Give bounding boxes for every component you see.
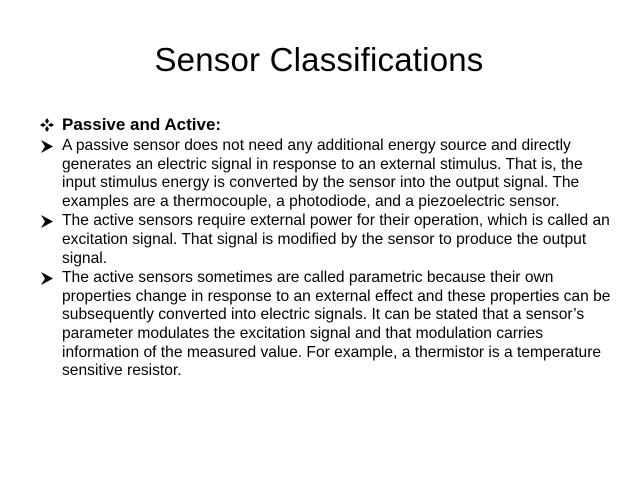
slide-content xyxy=(40,114,615,382)
bullet-text: The active sensors require external power for their operation, which is called an excitation signal. That signal is modified by the sensor to produce the output signal. xyxy=(62,212,610,267)
bullet-item xyxy=(40,137,615,211)
bullet-text: The active sensors sometimes are called parametric because their own properties change in response to an external effect and these properties can be subsequently converted into electric signals. It can be stated that a sensor’s parameter modulates the excitation signal and that modulation carries information of the measured value. For example, a thermistor is a temperature sensitive resistor. xyxy=(62,269,611,380)
subheading-text: Passive and Active: xyxy=(62,115,222,134)
slide-title: Sensor Classifications xyxy=(154,41,484,78)
arrow-bullet-icon xyxy=(40,140,54,153)
diamond-bullet-icon xyxy=(40,118,54,132)
bullet-item xyxy=(40,269,615,381)
arrow-bullet-icon xyxy=(40,272,54,285)
bullet-list xyxy=(40,137,615,381)
bullet-item xyxy=(40,212,615,268)
arrow-bullet-icon xyxy=(40,215,54,228)
subheading xyxy=(40,114,615,135)
bullet-text: A passive sensor does not need any additional energy source and directly generates an electric signal in response to an external stimulus. That is, the input stimulus energy is converted by the sensor into the output signal. The examples are a thermocouple, a photodiode, and a piezoelectric sensor. xyxy=(62,137,583,210)
